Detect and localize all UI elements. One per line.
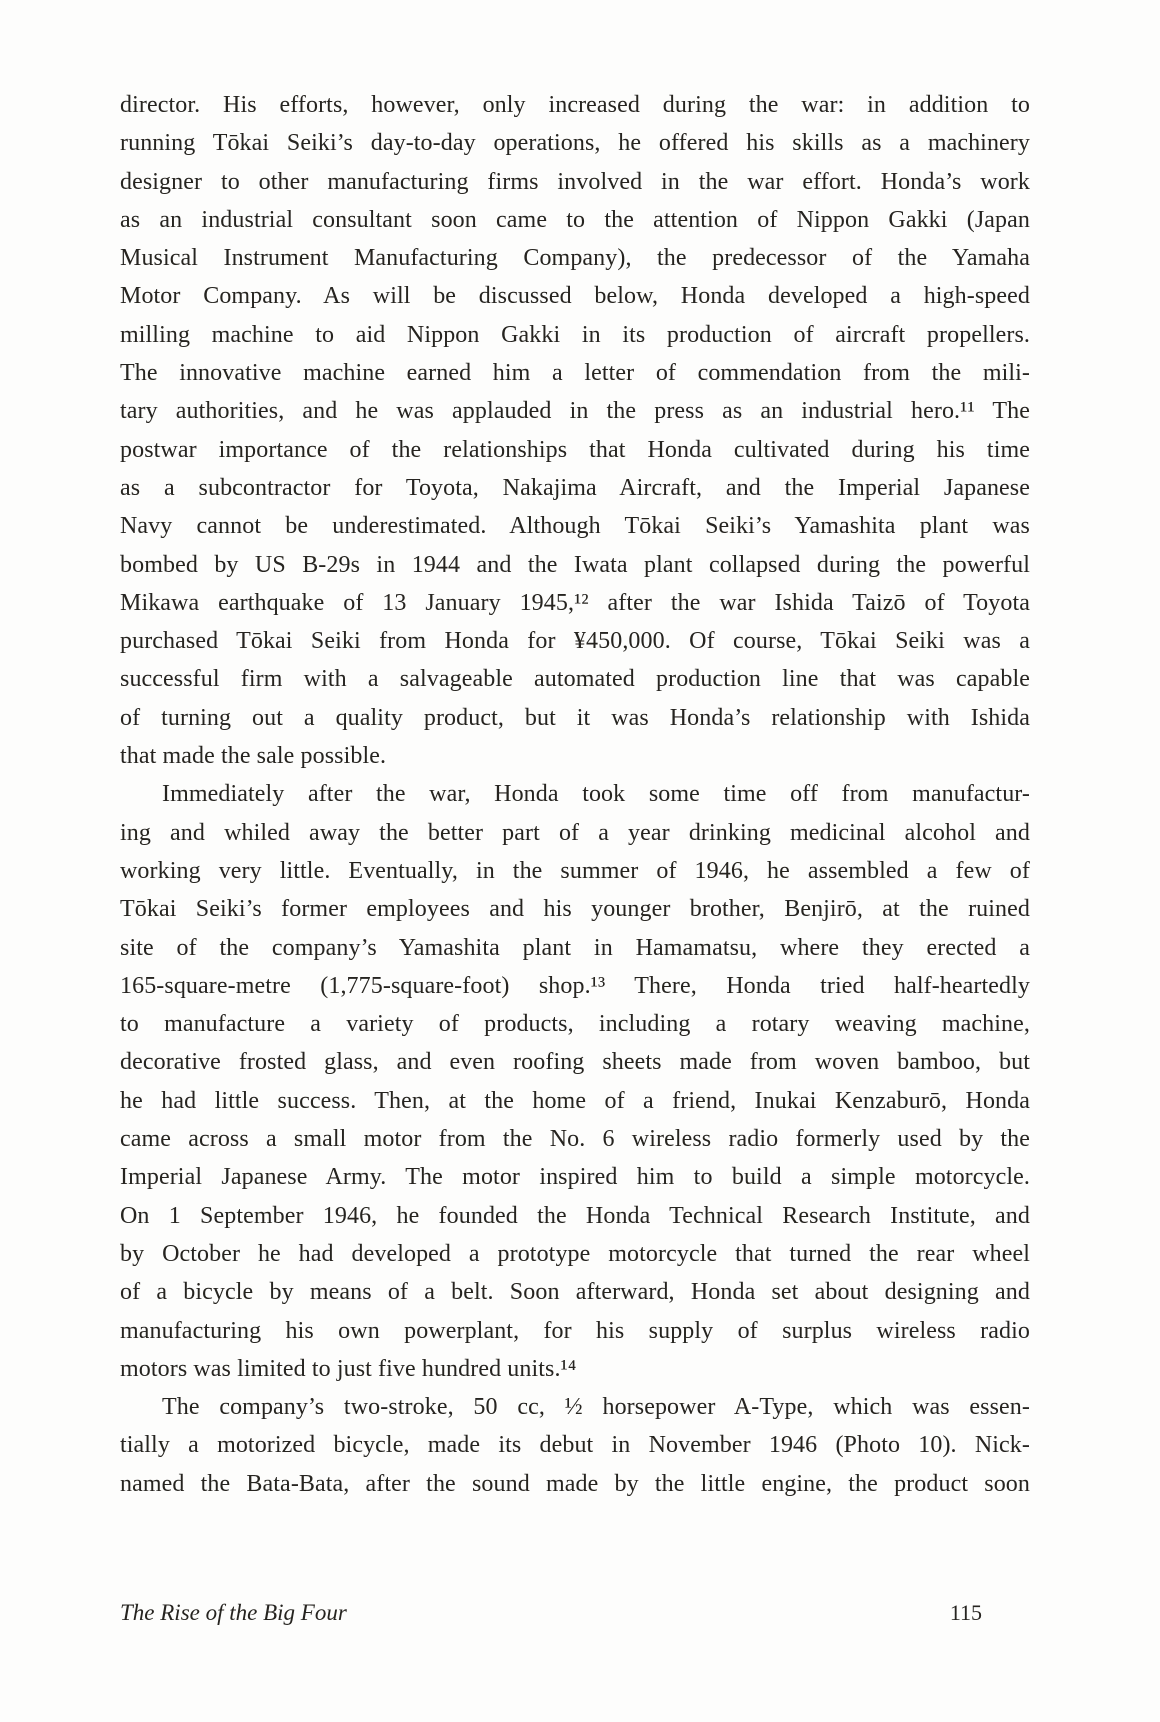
page-footer [120, 1598, 1030, 1628]
text-line: of a bicycle by means of a belt. Soon afterward, Honda set about designing and [120, 1279, 1030, 1306]
paragraph-3 [120, 1388, 1030, 1503]
paragraph-1 [120, 86, 1030, 775]
text-line: of turning out a quality product, but it was Honda’s relationship with Ishida [120, 704, 1030, 731]
text-line: motors was limited to just five hundred units.¹⁴ [120, 1355, 577, 1382]
text-line: that made the sale possible. [120, 743, 387, 770]
text-line: by October he had developed a prototype motorcycle that turned the rear wheel [120, 1240, 1030, 1267]
text-line: Imperial Japanese Army. The motor inspired him to build a simple motorcycle. [120, 1164, 1030, 1191]
text-line: 165-square-metre (1,775-square-foot) shop.¹³ There, Honda tried half-heartedly [120, 972, 1030, 999]
text-line: The company’s two-stroke, 50 cc, ½ horsepower A-Type, which was essen- [162, 1394, 1030, 1421]
text-line: On 1 September 1946, he founded the Honda Technical Research Institute, and [120, 1202, 1030, 1229]
running-title: The Rise of the Big Four [120, 1600, 347, 1625]
text-line: Motor Company. As will be discussed below, Honda developed a high-speed [120, 283, 1030, 310]
text-line: bombed by US B-29s in 1944 and the Iwata plant collapsed during the powerful [120, 551, 1030, 578]
text-line: postwar importance of the relationships that Honda cultivated during his time [120, 436, 1030, 463]
text-line: tially a motorized bicycle, made its debut in November 1946 (Photo 10). Nick- [120, 1432, 1030, 1459]
text-line: Immediately after the war, Honda took some time off from manufactur- [162, 781, 1030, 808]
text-line: Tōkai Seiki’s former employees and his younger brother, Benjirō, at the ruined [120, 896, 1030, 923]
text-line: director. His efforts, however, only increased during the war: in addition to [120, 92, 1030, 118]
text-line: purchased Tōkai Seiki from Honda for ¥450,000. Of course, Tōkai Seiki was a [120, 628, 1030, 655]
text-line: manufacturing his own powerplant, for his supply of surplus wireless radio [120, 1317, 1030, 1344]
text-line: ing and whiled away the better part of a year drinking medicinal alcohol and [120, 819, 1030, 846]
paragraph-2 [120, 775, 1030, 1388]
text-line: to manufacture a variety of products, including a rotary weaving machine, [120, 1011, 1030, 1038]
page-number: 115 [949, 1600, 982, 1625]
body-text [120, 86, 1030, 1503]
text-line: came across a small motor from the No. 6 wireless radio formerly used by the [120, 1126, 1030, 1153]
text-line: Navy cannot be underestimated. Although Tōkai Seiki’s Yamashita plant was [120, 513, 1030, 540]
text-line: running Tōkai Seiki’s day-to-day operations, he offered his skills as a machinery [120, 130, 1030, 157]
text-line: decorative frosted glass, and even roofing sheets made from woven bamboo, but [120, 1049, 1030, 1076]
text-line: named the Bata-Bata, after the sound made by the little engine, the product soon [120, 1470, 1030, 1497]
text-line: as a subcontractor for Toyota, Nakajima Aircraft, and the Imperial Japanese [120, 474, 1030, 501]
text-line: designer to other manufacturing firms involved in the war effort. Honda’s work [120, 168, 1030, 195]
text-line: Mikawa earthquake of 13 January 1945,¹² after the war Ishida Taizō of Toyota [120, 589, 1030, 616]
text-line: successful firm with a salvageable automated production line that was capable [120, 666, 1030, 693]
text-line: working very little. Eventually, in the summer of 1946, he assembled a few of [120, 857, 1030, 884]
text-line: Musical Instrument Manufacturing Company), the predecessor of the Yamaha [120, 245, 1030, 272]
text-line: he had little success. Then, at the home of a friend, Inukai Kenzaburō, Honda [120, 1087, 1030, 1114]
text-line: tary authorities, and he was applauded in the press as an industrial hero.¹¹ The [120, 398, 1030, 425]
text-line: site of the company’s Yamashita plant in Hamamatsu, where they erected a [120, 934, 1030, 961]
text-line: as an industrial consultant soon came to the attention of Nippon Gakki (Japan [120, 206, 1030, 233]
text-line: The innovative machine earned him a letter of commendation from the mili- [120, 360, 1030, 387]
text-line: milling machine to aid Nippon Gakki in its production of aircraft propellers. [120, 321, 1030, 348]
